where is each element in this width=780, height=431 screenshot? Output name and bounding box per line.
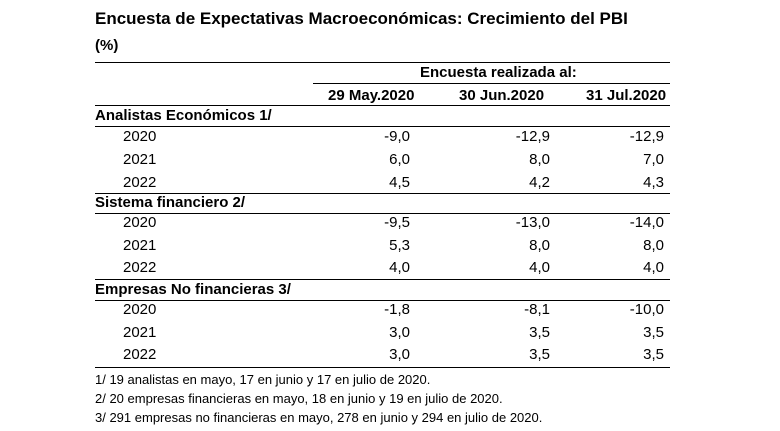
- value-cell: -12,9: [629, 128, 664, 145]
- value-cell: 4,0: [643, 259, 664, 276]
- value-cell: 8,0: [529, 151, 550, 168]
- section-label: Empresas No financieras 3/: [95, 281, 291, 298]
- value-cell: 3,5: [643, 324, 664, 341]
- row-year: 2020: [123, 128, 157, 145]
- value-cell: -9,0: [384, 128, 410, 145]
- value-cell: -8,1: [524, 301, 550, 318]
- header-bottom-rule: [95, 105, 670, 106]
- header-group-label: Encuesta realizada al:: [420, 64, 577, 81]
- footnote: 1/ 19 analistas en mayo, 17 en junio y 17 en julio de 2020.: [95, 372, 431, 387]
- row-year: 2020: [123, 301, 157, 318]
- value-cell: -10,0: [629, 301, 664, 318]
- value-cell: -12,9: [515, 128, 550, 145]
- row-year: 2022: [123, 259, 157, 276]
- value-cell: 8,0: [529, 237, 550, 254]
- value-cell: 4,0: [529, 259, 550, 276]
- footnote: 2/ 20 empresas financieras en mayo, 18 en junio y 19 en julio de 2020.: [95, 391, 503, 406]
- value-cell: 4,0: [389, 259, 410, 276]
- value-cell: -13,0: [515, 214, 550, 231]
- row-year: 2022: [123, 174, 157, 191]
- value-cell: 3,0: [389, 324, 410, 341]
- table-title: Encuesta de Expectativas Macroeconómicas: Crecimiento del PBI: [95, 9, 628, 28]
- column-header-1: 29 May.2020: [328, 87, 415, 104]
- value-cell: 3,0: [389, 346, 410, 363]
- value-cell: 8,0: [643, 237, 664, 254]
- section-end-rule: [95, 279, 670, 280]
- value-cell: 4,5: [389, 174, 410, 191]
- value-cell: 4,3: [643, 174, 664, 191]
- row-year: 2022: [123, 346, 157, 363]
- column-header-2: 30 Jun.2020: [459, 87, 545, 104]
- unit-label: (%): [95, 37, 119, 54]
- value-cell: 7,0: [643, 151, 664, 168]
- value-cell: 3,5: [643, 346, 664, 363]
- value-cell: 3,5: [529, 324, 550, 341]
- header-group-underline: [313, 83, 670, 84]
- value-cell: 3,5: [529, 346, 550, 363]
- section-label: Analistas Económicos 1/: [95, 107, 272, 124]
- value-cell: 6,0: [389, 151, 410, 168]
- column-header-3: 31 Jul.2020: [586, 87, 667, 104]
- value-cell: 5,3: [389, 237, 410, 254]
- row-year: 2021: [123, 237, 157, 254]
- value-cell: -9,5: [384, 214, 410, 231]
- row-year: 2020: [123, 214, 157, 231]
- value-cell: -1,8: [384, 301, 410, 318]
- table-bottom-rule: [95, 367, 670, 368]
- section-rule: [95, 126, 670, 127]
- row-year: 2021: [123, 324, 157, 341]
- value-cell: 4,2: [529, 174, 550, 191]
- top-rule: [95, 62, 670, 63]
- row-year: 2021: [123, 151, 157, 168]
- section-label: Sistema financiero 2/: [95, 194, 246, 211]
- value-cell: -14,0: [629, 214, 664, 231]
- footnote: 3/ 291 empresas no financieras en mayo, 278 en junio y 294 en julio de 2020.: [95, 410, 543, 425]
